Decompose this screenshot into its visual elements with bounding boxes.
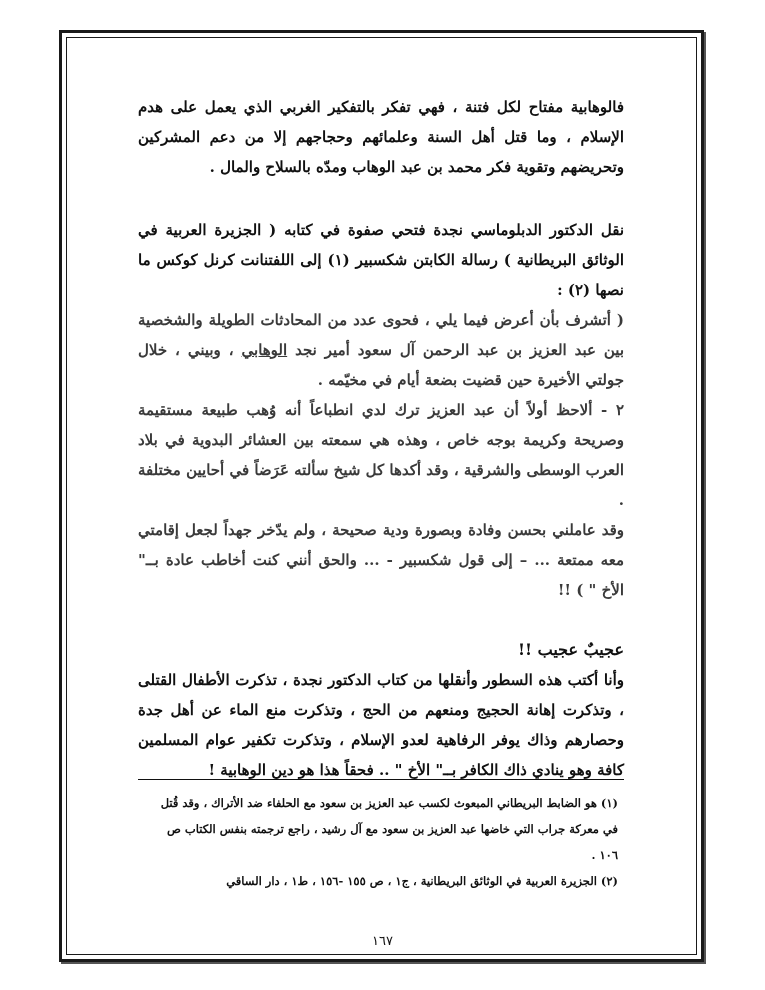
footnote-2: (٢) الجزيرة العربية في الوثائق البريطانية ، ج١ ، ص ١٥٥ -١٥٦ ، ط١ ، دار الساقي [226,874,618,888]
paragraph-reflection: وأنا أكتب هذه السطور وأنقلها من كتاب الدكتور نجدة ، تذكرت الأطفال القتلى ، وتذكرت إهانة الحجيج ومنعهم من الحج ، وتذكرت منع الماء عن أهل جدة وحصارهم وذاك يوفر الرفاهية لعدو الإسلام ، وتذكرت تكفير عوام المسلمين كافة وهو ينادي ذاك الكافر بــ" الأخ " .. فحقاً هذا هو دين الوهابية ! [138,671,624,779]
quote-1-underlined-word: الوهابي [241,341,288,359]
footnote-separator [138,779,624,780]
quote-1-before: ( أتشرف بأن أعرض فيما يلي ، فحوى عدد من المحادثات الطويلة والشخصية بين عبد العزيز بن عبد الرحمن آل سعود أمير نجد [138,311,625,359]
footnotes [148,790,618,894]
quote-paragraph-1 [138,305,624,395]
paragraph-letter-intro: نقل الدكتور الدبلوماسي نجدة فتحي صفوة في كتابه ( الجزيرة العربية في الوثائق البريطانية ) رسالة الكابتن شكسبير (١) إلى اللفتنانت كرنل كوكس ما نصها (٢) : [138,221,624,299]
footnote-1: (١) هو الضابط البريطاني المبعوث لكسب عبد العزيز بن سعود مع الحلفاء ضد الأتراك ، وقد قُتل في معركة جراب التي خاضها عبد العزيز بن سعود مع آل رشيد ، راجع ترجمته بنفس الكتاب ص ١٠٦ . [160,796,618,862]
main-text [138,92,624,785]
section-heading: عجيبٌ عجيب !! [517,640,624,659]
quote-paragraph-2: ٢ - ألاحظ أولاً أن عبد العزيز ترك لدي انطباعاً أنه وُهب طبيعة مستقيمة وصريحة وكريمة بوجه خاص ، وهذه هي سمعته بين العشائر البدوية في بلاد العرب الوسطى والشرقية ، وقد أكدها كل شيخ سألته عَرَضاً في أحايين مختلفة . [138,401,624,509]
quote-paragraph-3: وقد عاملني بحسن وفادة وبصورة ودية صحيحة ، ولم يدّخر جهداً لجعل إقامتي معه ممتعة ... – إلى قول شكسبير - ... والحق أنني كنت أخاطب عادة بــ" الأخ " ) !! [138,521,624,599]
paragraph-gap [138,605,624,635]
quote-1-after: ، وبيني ، خلال جولتي الأخيرة حين قضيت بضعة أيام في مخيّمه . [138,341,624,389]
page-number: ١٦٧ [372,934,393,949]
paragraph-gap [138,182,624,215]
paragraph-wahhabism: فالوهابية مفتاح لكل فتنة ، فهي تفكر بالتفكير الغربي الذي يعمل على هدم الإسلام ، وما قتل أهل السنة وعلمائهم وحجاجهم إلا من دعم المشركين وتحريضهم وتقوية فكر محمد بن عبد الوهاب ومدّه بالسلاح والمال . [138,98,624,176]
